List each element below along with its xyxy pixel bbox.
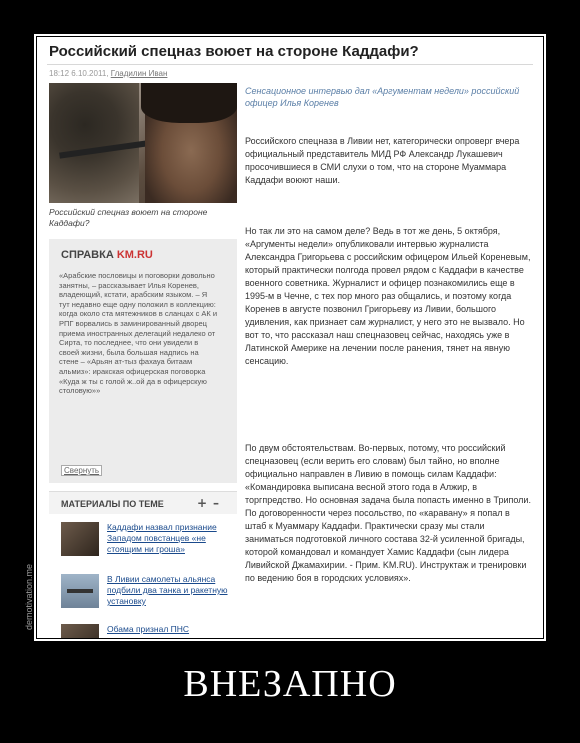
related-link[interactable]: В Ливии самолеты альянса подбили два танка и ракетную установку: [107, 574, 228, 606]
collapse-button[interactable]: Свернуть: [61, 465, 102, 476]
related-link[interactable]: Обама признал ПНС: [107, 624, 190, 634]
article-paragraph: Но так ли это на самом деле? Ведь в тот же день, 5 октября, «Аргументы недели» опубликовали интервью журналиста Александра Григорьева с российским офицером Ильей Кореневым, который практически полгода провел рядом с Каддафи в качестве военного советника. Журналист и офицер познакомились еще в 1995-м в Чечне, с тех пор много раз общались, и поэтому когда Коренев в августе позвонил Григорьеву из Ливии, большого удивления, как признает сам журналист, у него это не вызвало. Но вот то, что рассказал наш спецназовец сейчас, находясь уже в Латинской Америке на лечении после ранения, тянет на явную сенсацию.: [245, 226, 531, 366]
reference-heading: [61, 249, 153, 261]
related-thumbnail: [61, 624, 99, 638]
materials-header: МАТЕРИАЛЫ ПО ТЕМЕ: [49, 492, 237, 514]
article-lead: Сенсационное интервью дал «Аргументам недели» российский офицер Илья Коренев: [245, 86, 520, 108]
article-time: 18:12: [49, 69, 70, 78]
article-screenshot: [37, 37, 543, 638]
article-title: Российский спецназ воюет на стороне Каддафи?: [49, 43, 419, 60]
related-materials: [49, 491, 237, 638]
reference-box: [49, 239, 237, 483]
related-thumbnail: [61, 574, 99, 608]
photo-caption: Российский спецназ воюет на стороне Каддафи?: [49, 207, 208, 228]
article-photo: [49, 83, 237, 203]
related-thumbnail: [61, 522, 99, 556]
related-item[interactable]: [61, 574, 237, 618]
demotivator-caption: ВНЕЗАПНО: [183, 663, 397, 705]
reference-text: «Арабские пословицы и поговорки довольно занятны, – рассказывает Илья Коренев, владеющий, кстати, арабским языком. – Я тут недавно еще одну положил в коллекцию: когда около ста мятежников в сланцах с АК и РПГ ворвались в заминированный дворец приема иностранных делегаций недалеко от Сирта, то последнее, что они увидели в своей жизни, была большая надпись на стене – «Арьян ат-тыз фахауа битаам альмиз»: иракская офицерская поговорка «Куда ж ты с голой ж..ой да в офицерскую столовую»»: [59, 271, 218, 396]
article-paragraph: Российского спецназа в Ливии нет, категорически опроверг вчера официальный представитель МИД РФ Александр Лукашевич просочившиеся в СМИ слухи о том, что на стороне Муаммара Каддафи воюют наши.: [245, 136, 520, 185]
expand-icon[interactable]: +: [197, 496, 208, 510]
article-paragraph: По двум обстоятельствам. Во-первых, потому, что российский спецназовец (если верить его словам) был тайно, но вполне официально направлен в Ливию в помощь силам Каддафи: «Командировка выписана весной этого года в Алжир, в торгпредство. Но основная задача была попасть именно в Триполи. По договоренности через посольство, по «каравану» я попал в штаб к Муаммару Каддафи. Практически сразу мы стали заниматься подготовкой личного состава 32-й усиленной бригады, которой командовал и командует Хамис Каддафи (сын лидера Ливийской Джамахирии. - Прим. KM.RU). Инструктаж и тренировки по ведению боя в городских условиях».: [245, 443, 531, 583]
related-item[interactable]: [61, 522, 237, 566]
title-divider: [47, 64, 533, 65]
article-date: 6.10.2011,: [71, 69, 109, 78]
article-meta: [49, 69, 167, 78]
site-watermark: demotivation.me: [24, 563, 34, 630]
related-link[interactable]: Каддафи назвал признание Западом повстанцев «не стоящим ни гроша»: [107, 522, 217, 554]
hair-shape: [141, 83, 237, 123]
related-item[interactable]: [61, 624, 237, 638]
collapse-icon[interactable]: –: [213, 496, 219, 510]
brand-label: KM.RU: [116, 249, 153, 261]
reference-label: СПРАВКА: [61, 249, 114, 261]
author-link[interactable]: Гладилин Иван: [110, 69, 168, 78]
